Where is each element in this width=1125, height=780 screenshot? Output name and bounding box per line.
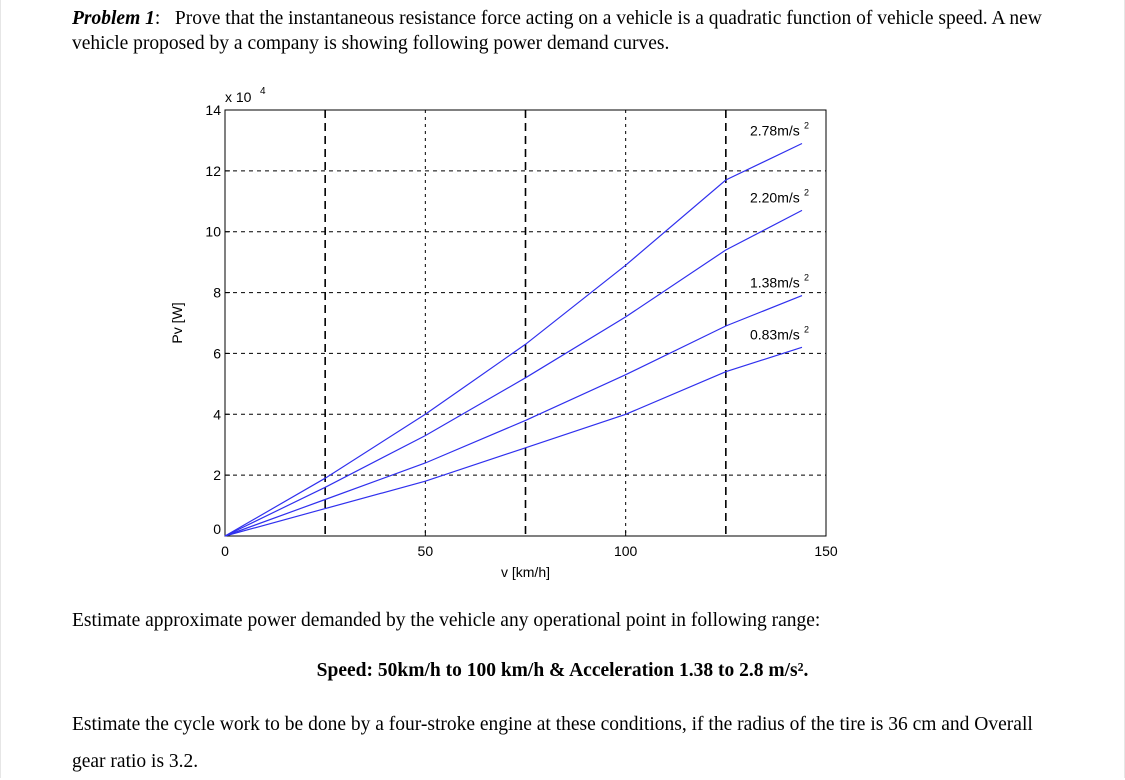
y-tick-label: 8 [213,284,221,301]
problem-label: Problem 1 [72,8,155,29]
y-tick-label: 0 [213,521,221,537]
y-axis-label: Pv [W] [169,302,185,344]
x-tick-label: 150 [814,543,838,559]
x-tick-label: 100 [613,543,638,559]
chart-svg [160,82,880,587]
y-tick-label: 2 [213,467,221,484]
y-tick-label: 10 [205,223,221,240]
y-tick-label: 12 [205,162,221,179]
series-label-superscript: 2 [803,324,809,335]
x-tick-label: 0 [221,543,229,559]
series-line [225,144,802,537]
y-multiplier-exponent: 4 [260,86,266,97]
problem-statement [72,6,1072,56]
range-instruction: Estimate approximate power demanded by the vehicle any operational point in following range: [72,610,821,631]
series-line [225,347,802,536]
y-multiplier-label: x 10 [225,89,252,105]
power-demand-chart [160,82,880,587]
x-tick-label: 50 [417,543,434,559]
x-axis-label: v [km/h] [500,564,551,580]
series-line [225,296,802,536]
series-label: 1.38m/s [749,274,800,291]
series-label-superscript: 2 [803,120,809,131]
y-tick-label: 14 [205,102,221,118]
y-tick-label: 6 [213,345,221,362]
series-label: 0.83m/s [749,326,800,343]
series-label-superscript: 2 [803,272,809,283]
problem-colon: : [154,8,175,29]
series-label: 2.20m/s [749,189,800,206]
series-line [225,210,802,536]
y-tick-label: 4 [213,406,221,423]
series-label: 2.78m/s [749,122,800,139]
series-label-superscript: 2 [803,187,809,198]
problem-text: Prove that the instantaneous resistance force acting on a vehicle is a quadratic function of vehicle speed. A new vehicle proposed by a company is showing following power demand curves. [72,8,1042,54]
operating-conditions: Speed: 50km/h to 100 km/h & Acceleration 1.38 to 2.8 m/s². [316,660,809,681]
cycle-work-instruction: Estimate the cycle work to be done by a four-stroke engine at these conditions, if the radius of the tire is 36 cm and Overall gear ratio is 3.2. [72,714,1033,772]
